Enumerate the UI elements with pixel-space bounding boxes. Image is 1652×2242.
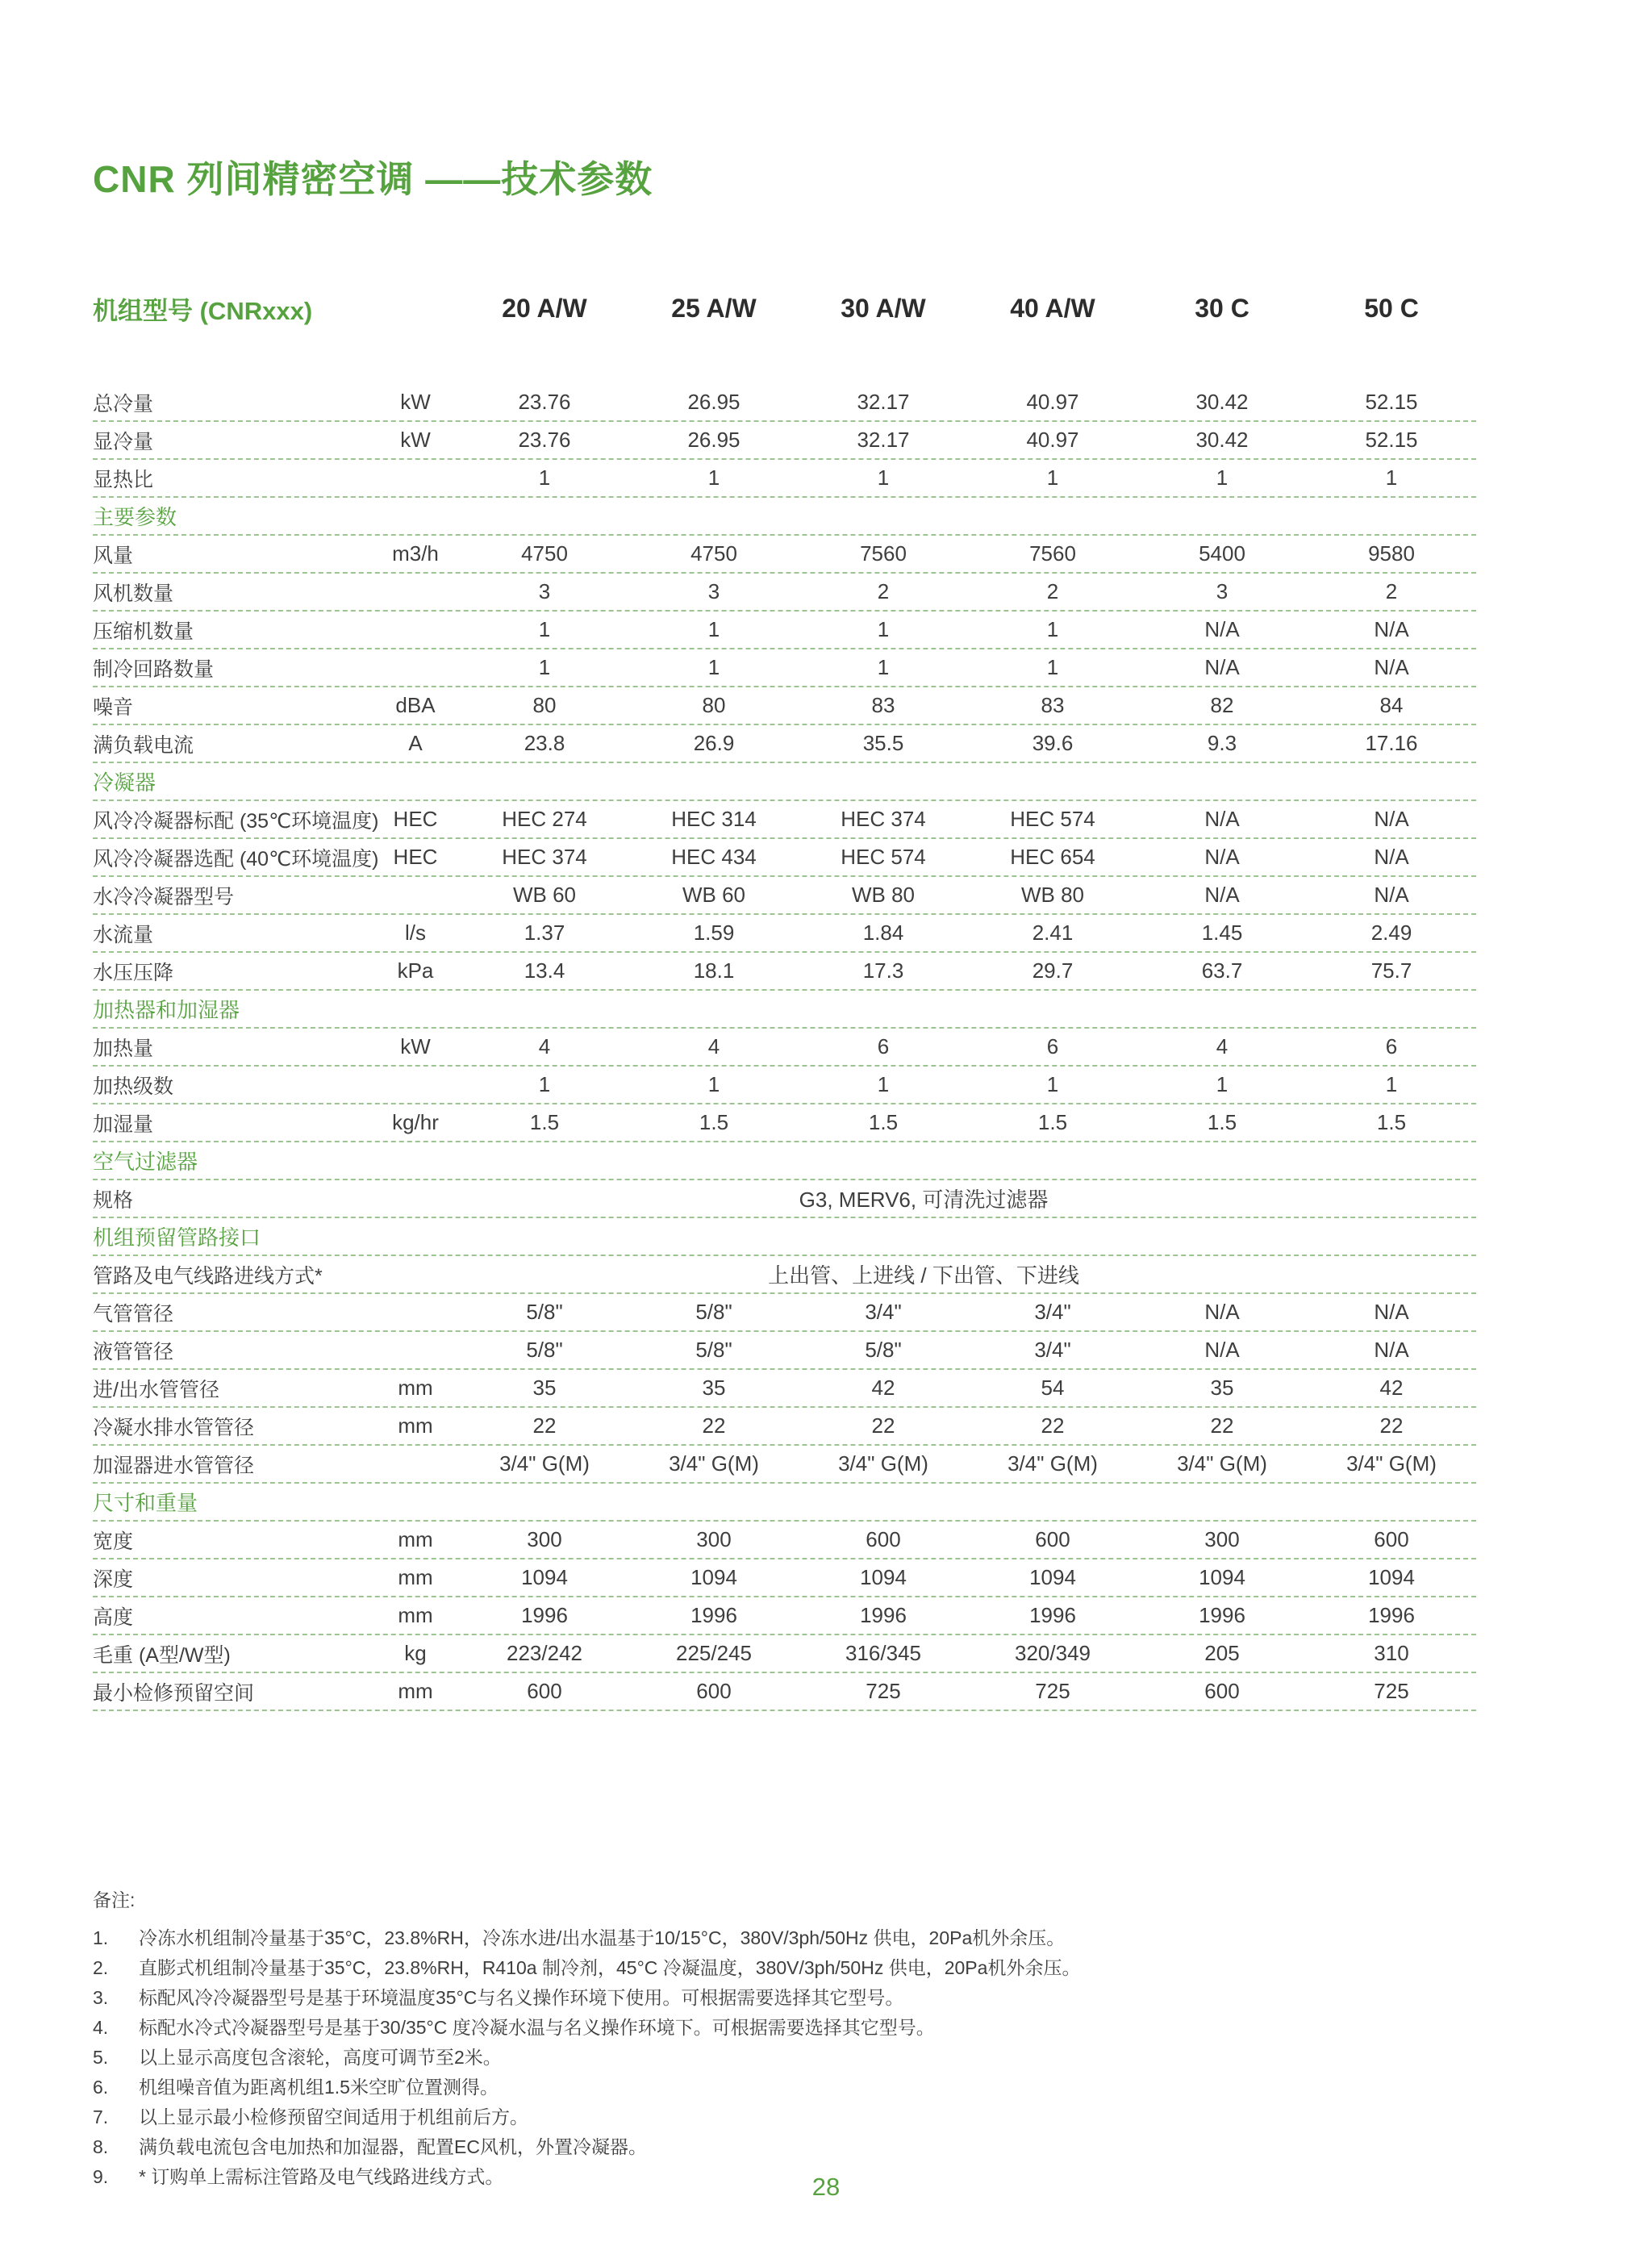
span-value-cell: 上出管、上进线 / 下出管、下进线	[768, 1263, 1079, 1288]
section-label: 主要参数	[93, 505, 177, 529]
table-row	[93, 1673, 1476, 1711]
value-cell: 1.5	[699, 1110, 729, 1134]
row-label: 显热比	[93, 468, 154, 491]
row-label: 管路及电气线路进线方式*	[93, 1264, 323, 1288]
value-cell: 3/4" G(M)	[1346, 1451, 1437, 1476]
unit-cell: mm	[398, 1376, 433, 1400]
value-cell: N/A	[1374, 655, 1409, 679]
value-cell: 1	[1385, 1072, 1398, 1096]
value-cell: 1094	[1368, 1565, 1415, 1589]
value-cell: 54	[1041, 1376, 1065, 1400]
value-cell: 1996	[1199, 1603, 1245, 1627]
span-value-cell: G3, MERV6, 可清洗过滤器	[799, 1188, 1049, 1212]
value-cell: 22	[871, 1413, 895, 1438]
table-row	[93, 1559, 1476, 1597]
value-cell: 3/4"	[1034, 1300, 1071, 1324]
value-cell: 17.16	[1365, 731, 1418, 755]
value-cell: 4	[538, 1034, 551, 1058]
table-row	[93, 725, 1476, 763]
model-header: 机组型号 (CNRxxx)	[93, 296, 313, 325]
value-cell: 6	[1046, 1034, 1059, 1058]
note-number: 2.	[93, 1957, 109, 1978]
value-cell: N/A	[1204, 1300, 1240, 1324]
value-cell: 35	[532, 1376, 557, 1400]
row-label: 规格	[93, 1188, 134, 1212]
value-cell: 1	[538, 466, 551, 490]
value-cell: 22	[702, 1413, 726, 1438]
section-row	[93, 1218, 1476, 1256]
value-cell: 1	[1046, 617, 1059, 641]
table-row	[93, 877, 1476, 915]
value-cell: 4	[707, 1034, 720, 1058]
row-label: 加热量	[93, 1037, 154, 1060]
value-cell: 32.17	[857, 428, 910, 452]
value-cell: 1.5	[868, 1110, 899, 1134]
row-label: 制冷回路数量	[93, 658, 215, 681]
value-cell: 3/4" G(M)	[838, 1451, 928, 1476]
unit-cell: mm	[398, 1565, 433, 1589]
span-row	[93, 1256, 1476, 1294]
value-cell: 1.45	[1201, 921, 1243, 945]
note-number: 1.	[93, 1927, 109, 1948]
value-cell: 23.76	[518, 428, 571, 452]
value-cell: 600	[1374, 1527, 1409, 1551]
value-cell: N/A	[1204, 617, 1240, 641]
value-cell: 1094	[521, 1565, 568, 1589]
span-row	[93, 1180, 1476, 1218]
value-cell: 600	[527, 1679, 562, 1703]
value-cell: 7560	[860, 541, 907, 566]
value-cell: 1	[1046, 655, 1059, 679]
value-cell: 3/4" G(M)	[499, 1451, 590, 1476]
row-label: 显冷量	[93, 430, 154, 453]
note-number: 3.	[93, 1987, 109, 2008]
value-cell: 42	[1379, 1376, 1404, 1400]
value-cell: 35.5	[862, 731, 904, 755]
row-label: 毛重 (A型/W型)	[93, 1643, 231, 1667]
row-label: 深度	[93, 1568, 134, 1591]
note-item	[93, 2043, 1476, 2073]
page-number: 28	[811, 2173, 841, 2201]
table-header-row	[93, 289, 1476, 328]
value-cell: 5/8"	[526, 1338, 563, 1362]
value-cell: 26.95	[687, 390, 740, 414]
table-row	[93, 612, 1476, 649]
value-cell: HEC 574	[841, 845, 926, 869]
row-label: 高度	[93, 1605, 134, 1629]
value-cell: 1	[1385, 466, 1398, 490]
value-cell: 600	[866, 1527, 901, 1551]
table-row	[93, 687, 1476, 725]
note-text: 直膨式机组制冷量基于35°C，23.8%RH，R410a 制冷剂，45°C 冷凝温度，380V/3ph/50Hz 供电，20Pa机外余压。	[139, 1957, 1081, 1978]
value-cell: N/A	[1374, 845, 1409, 869]
section-label: 空气过滤器	[93, 1150, 198, 1174]
note-number: 5.	[93, 2047, 109, 2068]
value-cell: 300	[696, 1527, 732, 1551]
note-item	[93, 2013, 1476, 2043]
table-row	[93, 915, 1476, 953]
section-label: 机组预留管路接口	[93, 1225, 261, 1250]
value-cell: 1094	[1199, 1565, 1245, 1589]
unit-cell: kPa	[397, 958, 434, 983]
value-cell: 40.97	[1026, 390, 1079, 414]
note-text: 机组噪音值为距离机组1.5米空旷位置测得。	[139, 2077, 499, 2098]
unit-cell: kg/hr	[392, 1110, 439, 1134]
note-text: 以上显示最小检修预留空间适用于机组前后方。	[139, 2106, 528, 2127]
value-cell: N/A	[1204, 655, 1240, 679]
value-cell: HEC 654	[1010, 845, 1095, 869]
unit-cell: mm	[398, 1603, 433, 1627]
row-label: 气管管径	[93, 1302, 174, 1326]
value-cell: 1.5	[1207, 1110, 1237, 1134]
note-text: 标配风冷冷凝器型号是基于环境温度35°C与名义操作环境下使用。可根据需要选择其它型号。	[139, 1987, 904, 2008]
value-cell: 9580	[1368, 541, 1415, 566]
value-cell: HEC 374	[841, 807, 926, 831]
value-cell: 30.42	[1195, 390, 1249, 414]
value-cell: 52.15	[1365, 428, 1418, 452]
value-cell: 300	[527, 1527, 562, 1551]
value-cell: 3/4" G(M)	[1007, 1451, 1098, 1476]
column-headers	[460, 294, 1476, 324]
value-cell: 6	[1385, 1034, 1398, 1058]
row-label: 水冷冷凝器型号	[93, 885, 235, 908]
note-text: 满负载电流包含电加热和加湿器，配置EC风机，外置冷凝器。	[139, 2136, 647, 2157]
value-cell: 5/8"	[526, 1300, 563, 1324]
value-cell: 1	[538, 655, 551, 679]
value-cell: 22	[1210, 1413, 1234, 1438]
value-cell: 1	[877, 1072, 890, 1096]
table-row	[93, 384, 1476, 422]
value-cell: 4750	[690, 541, 737, 566]
value-cell: 223/242	[507, 1641, 582, 1665]
value-cell: HEC 434	[671, 845, 757, 869]
table-row	[93, 1408, 1476, 1446]
value-cell: 2.41	[1032, 921, 1074, 945]
value-cell: 35	[1210, 1376, 1234, 1400]
value-cell: 13.4	[524, 958, 565, 983]
value-cell: 1	[877, 655, 890, 679]
value-cell: 1094	[1029, 1565, 1076, 1589]
value-cell: 1	[707, 466, 720, 490]
value-cell: N/A	[1374, 1300, 1409, 1324]
value-cell: 600	[696, 1679, 732, 1703]
column-header: 40 A/W	[1010, 293, 1095, 323]
note-item	[93, 2102, 1476, 2132]
value-cell: 26.9	[693, 731, 735, 755]
value-cell: 600	[1035, 1527, 1070, 1551]
value-cell: 23.8	[524, 731, 565, 755]
value-cell: 3	[538, 579, 551, 603]
value-cell: N/A	[1374, 883, 1409, 907]
unit-cell: HEC	[393, 807, 438, 831]
unit-cell: m3/h	[392, 541, 439, 566]
row-label: 水流量	[93, 923, 154, 946]
row-label: 加湿器进水管管径	[93, 1454, 255, 1477]
section-label: 冷凝器	[93, 770, 156, 795]
value-cell: 1.5	[1376, 1110, 1407, 1134]
value-cell: 316/345	[845, 1641, 921, 1665]
column-header: 50 C	[1364, 293, 1419, 323]
unit-cell: mm	[398, 1679, 433, 1703]
value-cell: 310	[1374, 1641, 1409, 1665]
value-cell: 80	[702, 693, 726, 717]
value-cell: 40.97	[1026, 428, 1079, 452]
value-cell: 205	[1204, 1641, 1240, 1665]
table-row	[93, 839, 1476, 877]
value-cell: 1	[538, 617, 551, 641]
note-number: 6.	[93, 2077, 109, 2098]
value-cell: 9.3	[1207, 731, 1237, 755]
table-row	[93, 953, 1476, 991]
row-label: 加湿量	[93, 1113, 154, 1136]
value-cell: 2	[1046, 579, 1059, 603]
value-cell: 2.49	[1370, 921, 1412, 945]
value-cell: 725	[866, 1679, 901, 1703]
unit-cell: HEC	[393, 845, 438, 869]
unit-cell: mm	[398, 1527, 433, 1551]
note-number: 8.	[93, 2136, 109, 2157]
value-cell: 80	[532, 693, 557, 717]
value-cell: 320/349	[1015, 1641, 1091, 1665]
value-cell: 3/4"	[865, 1300, 902, 1324]
value-cell: 17.3	[862, 958, 904, 983]
table-row	[93, 536, 1476, 574]
value-cell: N/A	[1204, 1338, 1240, 1362]
column-header: 25 A/W	[671, 293, 757, 323]
row-label: 风冷冷凝器标配 (35℃环境温度)	[93, 809, 379, 833]
value-cell: HEC 274	[502, 807, 587, 831]
value-cell: 1	[707, 655, 720, 679]
note-text: 以上显示高度包含滚轮，高度可调节至2米。	[139, 2047, 502, 2068]
value-cell: 26.95	[687, 428, 740, 452]
value-cell: 1	[707, 1072, 720, 1096]
unit-cell: kW	[400, 428, 431, 452]
value-cell: 1.84	[862, 921, 904, 945]
value-cell: HEC 314	[671, 807, 757, 831]
row-label: 进/出水管管径	[93, 1378, 219, 1401]
row-label: 风量	[93, 544, 134, 567]
value-cell: 5/8"	[695, 1338, 732, 1362]
row-label: 液管管径	[93, 1340, 174, 1363]
value-cell: 39.6	[1032, 731, 1074, 755]
value-cell: N/A	[1374, 617, 1409, 641]
notes-section	[93, 1885, 1476, 2192]
table-row	[93, 1294, 1476, 1332]
section-row	[93, 1142, 1476, 1180]
value-cell: 1	[877, 466, 890, 490]
value-cell: 7560	[1029, 541, 1076, 566]
value-cell: N/A	[1374, 807, 1409, 831]
value-cell: 1996	[690, 1603, 737, 1627]
value-cell: 52.15	[1365, 390, 1418, 414]
value-cell: 600	[1204, 1679, 1240, 1703]
value-cell: 1	[538, 1072, 551, 1096]
page-title: CNR 列间精密空调 ——技术参数	[93, 158, 653, 200]
row-label: 压缩机数量	[93, 620, 194, 643]
value-cell: 30.42	[1195, 428, 1249, 452]
value-cell: 29.7	[1032, 958, 1074, 983]
unit-cell: kW	[400, 390, 431, 414]
row-label: 冷凝水排水管管径	[93, 1416, 255, 1439]
unit-cell: A	[408, 731, 423, 755]
note-number: 7.	[93, 2106, 109, 2127]
value-cell: WB 80	[851, 883, 916, 907]
note-text: 标配水冷式冷凝器型号是基于30/35°C 度冷凝水温与名义操作环境下。可根据需要选择其它型号。	[139, 2017, 935, 2038]
table-row	[93, 1522, 1476, 1559]
value-cell: 1	[1046, 466, 1059, 490]
value-cell: 42	[871, 1376, 895, 1400]
value-cell: 75.7	[1370, 958, 1412, 983]
section-row	[93, 763, 1476, 801]
value-cell: N/A	[1204, 883, 1240, 907]
column-header: 20 A/W	[502, 293, 587, 323]
value-cell: 1	[707, 617, 720, 641]
value-cell: 300	[1204, 1527, 1240, 1551]
unit-cell: l/s	[405, 921, 426, 945]
table-row	[93, 422, 1476, 460]
table-body	[93, 384, 1476, 1711]
value-cell: 1996	[1368, 1603, 1415, 1627]
value-cell: 1.37	[524, 921, 565, 945]
value-cell: 22	[532, 1413, 557, 1438]
value-cell: 1	[1216, 1072, 1229, 1096]
value-cell: N/A	[1374, 1338, 1409, 1362]
table-row	[93, 649, 1476, 687]
value-cell: 4	[1216, 1034, 1229, 1058]
value-cell: N/A	[1204, 845, 1240, 869]
value-cell: 6	[877, 1034, 890, 1058]
section-row	[93, 1484, 1476, 1522]
table-row	[93, 1029, 1476, 1067]
note-item	[93, 1983, 1476, 2013]
notes-heading: 备注:	[93, 1889, 136, 1910]
table-row	[93, 1104, 1476, 1142]
value-cell: 2	[877, 579, 890, 603]
note-number: 4.	[93, 2017, 109, 2038]
unit-cell: kg	[404, 1641, 427, 1665]
value-cell: 4750	[521, 541, 568, 566]
table-row	[93, 574, 1476, 612]
table-row	[93, 1332, 1476, 1370]
value-cell: 3	[1216, 579, 1229, 603]
value-cell: 5/8"	[695, 1300, 732, 1324]
value-cell: 63.7	[1201, 958, 1243, 983]
value-cell: 35	[702, 1376, 726, 1400]
value-cell: HEC 374	[502, 845, 587, 869]
value-cell: WB 60	[512, 883, 577, 907]
value-cell: 725	[1035, 1679, 1070, 1703]
row-label: 风冷冷凝器选配 (40℃环境温度)	[93, 847, 379, 870]
unit-cell: kW	[400, 1034, 431, 1058]
notes-list	[93, 1923, 1476, 2192]
value-cell: 1996	[860, 1603, 907, 1627]
table-row	[93, 1635, 1476, 1673]
column-header: 30 A/W	[841, 293, 926, 323]
value-cell: 22	[1379, 1413, 1404, 1438]
row-label: 加热级数	[93, 1075, 174, 1098]
value-cell: 5/8"	[865, 1338, 902, 1362]
value-cell: 3/4" G(M)	[1177, 1451, 1267, 1476]
value-cell: 84	[1379, 693, 1404, 717]
table-row	[93, 460, 1476, 498]
row-label: 最小检修预留空间	[93, 1681, 255, 1705]
value-cell: 2	[1385, 579, 1398, 603]
value-cell: 82	[1210, 693, 1234, 717]
value-cell: 18.1	[693, 958, 735, 983]
value-cell: 1.5	[1037, 1110, 1068, 1134]
table-row	[93, 1370, 1476, 1408]
value-cell: 83	[1041, 693, 1065, 717]
row-label: 宽度	[93, 1530, 134, 1553]
value-cell: 1	[877, 617, 890, 641]
value-cell: 225/245	[676, 1641, 752, 1665]
value-cell: 1094	[860, 1565, 907, 1589]
note-item	[93, 2132, 1476, 2162]
value-cell: N/A	[1204, 807, 1240, 831]
unit-cell: mm	[398, 1413, 433, 1438]
row-label: 风机数量	[93, 582, 174, 605]
value-cell: WB 60	[682, 883, 746, 907]
section-label: 加热器和加湿器	[93, 998, 240, 1022]
note-number: 9.	[93, 2166, 109, 2187]
value-cell: 3	[707, 579, 720, 603]
value-cell: 1.5	[529, 1110, 560, 1134]
section-label: 尺寸和重量	[93, 1491, 198, 1515]
row-label: 噪音	[93, 695, 134, 719]
note-item	[93, 1953, 1476, 1983]
table-row	[93, 801, 1476, 839]
table-row	[93, 1067, 1476, 1104]
value-cell: 1996	[521, 1603, 568, 1627]
note-text: * 订购单上需标注管路及电气线路进线方式。	[139, 2166, 504, 2187]
row-label: 满负载电流	[93, 733, 194, 757]
value-cell: 1	[1046, 1072, 1059, 1096]
value-cell: 725	[1374, 1679, 1409, 1703]
value-cell: 1	[1216, 466, 1229, 490]
note-text: 冷冻水机组制冷量基于35°C，23.8%RH，冷冻水进/出水温基于10/15°C，380V/3ph/50Hz 供电，20Pa机外余压。	[139, 1927, 1066, 1948]
value-cell: HEC 574	[1010, 807, 1095, 831]
row-label: 总冷量	[93, 392, 154, 415]
section-row	[93, 991, 1476, 1029]
value-cell: 3/4"	[1034, 1338, 1071, 1362]
note-item	[93, 2073, 1476, 2102]
table-row	[93, 1597, 1476, 1635]
value-cell: 1094	[690, 1565, 737, 1589]
value-cell: WB 80	[1020, 883, 1085, 907]
value-cell: 23.76	[518, 390, 571, 414]
value-cell: 22	[1041, 1413, 1065, 1438]
value-cell: 1996	[1029, 1603, 1076, 1627]
row-label: 水压压降	[93, 961, 174, 984]
note-item	[93, 1923, 1476, 1953]
value-cell: 83	[871, 693, 895, 717]
value-cell: 1.59	[693, 921, 735, 945]
section-row	[93, 498, 1476, 536]
column-header: 30 C	[1195, 293, 1249, 323]
value-cell: 3/4" G(M)	[669, 1451, 759, 1476]
spec-table	[93, 289, 1476, 1711]
unit-cell: dBA	[395, 693, 436, 717]
table-row	[93, 1446, 1476, 1484]
value-cell: 32.17	[857, 390, 910, 414]
value-cell: 5400	[1199, 541, 1245, 566]
